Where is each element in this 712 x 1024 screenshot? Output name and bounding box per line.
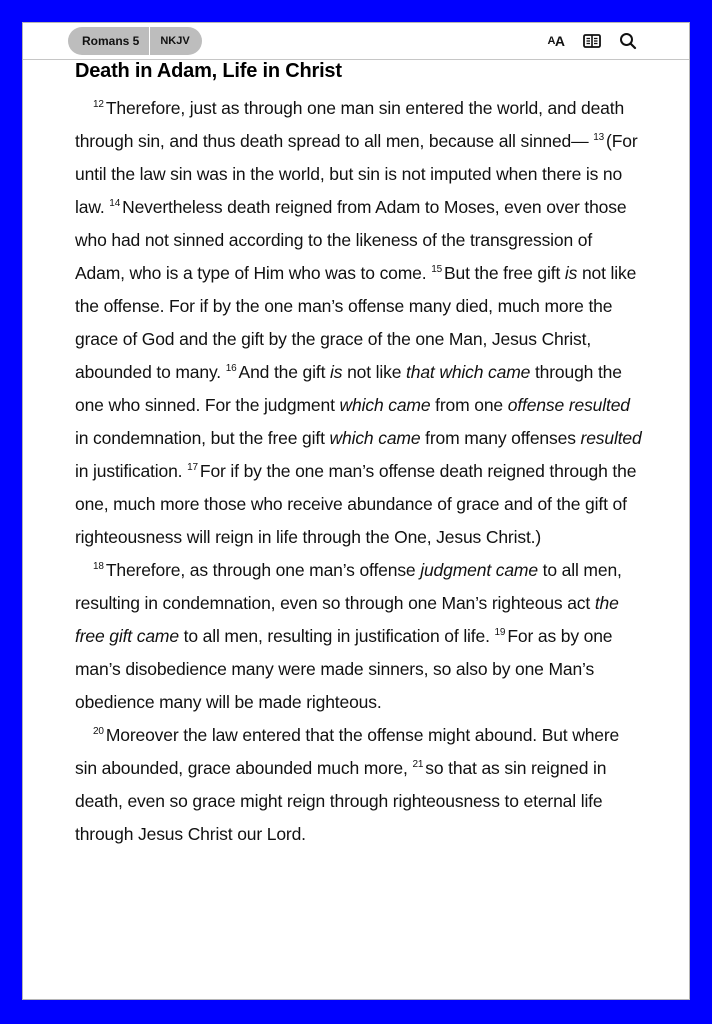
verse-15-italic: is	[564, 263, 578, 283]
verse-number-20[interactable]: 20	[93, 726, 104, 738]
verse-18-text-c: to all men, resulting in condemnation, even so through one Man’s righteous act	[75, 560, 622, 613]
passage-content	[75, 59, 645, 851]
verse-16-text-m: in justification.	[75, 461, 183, 481]
passage-selector	[68, 27, 202, 55]
version-button[interactable]: NKJV	[149, 27, 201, 55]
paragraph-1	[75, 92, 645, 554]
section-heading: Death in Adam, Life in Christ	[75, 60, 342, 82]
book-chapter-button[interactable]: Romans 5	[82, 34, 140, 48]
verse-16-italic-l: resulted	[580, 428, 642, 448]
verse-number-17[interactable]: 17	[187, 462, 198, 474]
verse-number-18[interactable]: 18	[93, 561, 104, 573]
paragraph-3	[75, 719, 645, 851]
verse-20-text: Moreover the law entered that the offense might abound. But where sin abounded, grace abounded much more,	[75, 725, 620, 778]
verse-number-19[interactable]: 19	[494, 627, 506, 639]
top-toolbar	[23, 23, 689, 60]
verse-21-text: so that as sin reigned in death, even so grace might reign through righteousness to eternal life through Jesus Christ our Lord.	[75, 758, 607, 844]
text-size-large-glyph: A	[554, 33, 565, 49]
search-icon[interactable]	[617, 30, 639, 52]
verse-19-text: For as by one man’s disobedience many were made sinners, so also by one Man’s obedience many will be made righteous.	[75, 626, 613, 712]
text-size-icon[interactable]	[545, 30, 567, 52]
verse-18-italic-d: the free gift came	[75, 593, 619, 646]
verse-16-italic-b: is	[330, 362, 343, 382]
verse-12-text: Therefore, just as through one man sin entered the world, and death through sin, and thus death spread to all men, because all sinned—	[75, 98, 625, 151]
verse-16-text-g: from one	[435, 395, 504, 415]
verse-16-text-k: from many offenses	[425, 428, 576, 448]
verse-number-15[interactable]: 15	[431, 264, 443, 276]
verse-number-12[interactable]: 12	[93, 99, 104, 111]
verse-16-text-a: And the gift	[238, 362, 326, 382]
verse-15-text-a: But the free gift	[444, 263, 561, 283]
verse-16-italic-j: which came	[329, 428, 421, 448]
verse-18-text-e: to all men, resulting in justification of life.	[183, 626, 490, 646]
verse-number-16[interactable]: 16	[225, 363, 237, 375]
verse-number-21[interactable]: 21	[412, 759, 424, 771]
reader-page	[22, 22, 690, 1000]
verse-16-text-c: not like	[347, 362, 402, 382]
paragraph-2	[75, 554, 645, 719]
verse-16-italic-d: that which came	[406, 362, 531, 382]
verse-number-13[interactable]: 13	[593, 132, 605, 144]
verse-14-text: Nevertheless death reigned from Adam to Moses, even over those who had not sinned according to the likeness of the transgression of Adam, who is a type of Him who was to come.	[75, 197, 627, 283]
verse-16-italic-h: offense resulted	[507, 395, 630, 415]
verse-16-text-i: in condemnation, but the free gift	[75, 428, 325, 448]
verse-17-text: For if by the one man’s offense death reigned through the one, much more those who receive abundance of grace and of the gift of righteousness will reign in life through the One, Jesus Christ.)	[75, 461, 637, 547]
verse-16-italic-f: which came	[339, 395, 431, 415]
verse-15-text-c: not like the offense. For if by the one man’s offense many died, much more the grace of God and the gift by the grace of the one Man, Jesus Christ, abounded to many.	[75, 263, 637, 382]
toolbar-actions	[545, 29, 639, 53]
verse-13-text: (For until the law sin was in the world, but sin is not imputed when there is no law.	[75, 131, 638, 217]
text-size-small-glyph: A	[547, 34, 555, 47]
verse-18-text-a: Therefore, as through one man’s offense	[105, 560, 416, 580]
book-view-icon[interactable]	[581, 30, 603, 52]
verse-number-14[interactable]: 14	[109, 198, 121, 210]
verse-16-text-e: through the one who sinned. For the judgment	[75, 362, 622, 415]
verse-18-italic-b: judgment came	[420, 560, 538, 580]
